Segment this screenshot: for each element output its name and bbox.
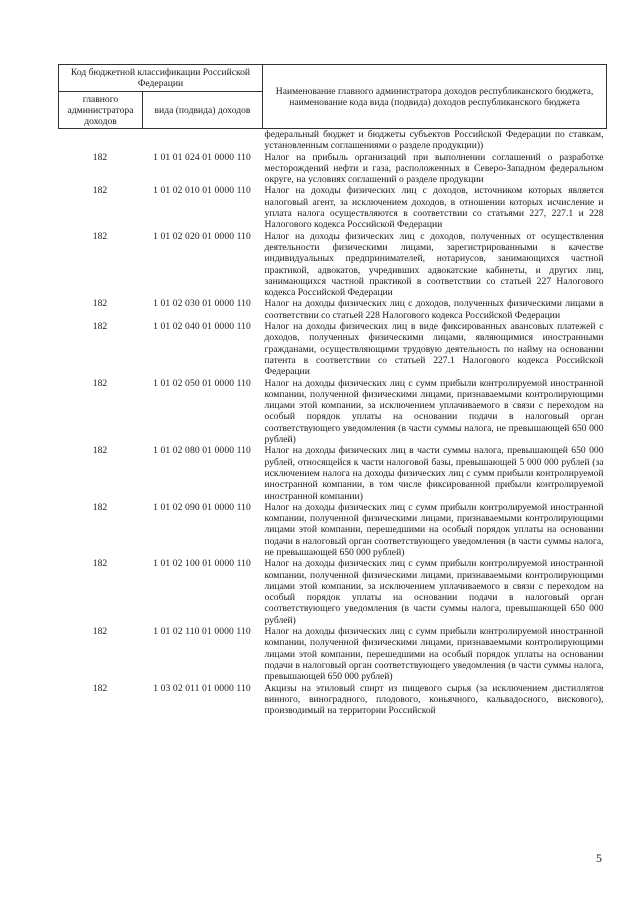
admin-code-cell: 182 bbox=[92, 682, 108, 694]
table-body bbox=[59, 129, 607, 717]
revenue-name-cell: Налог на прибыль организаций при выполнении соглашений о разработке месторождений нефти и газа, расположенных в Северо-Западном федеральном округе, на условиях соглашений о разделе продукции bbox=[264, 151, 604, 186]
table-row bbox=[59, 558, 607, 626]
revenue-code-cell: 1 03 02 011 01 0000 110 bbox=[153, 682, 251, 694]
continuation-row bbox=[59, 129, 607, 152]
admin-column-header: главного администратора доходов bbox=[59, 92, 143, 129]
table-header bbox=[59, 65, 607, 129]
revenue-name-cell: Налог на доходы физических лиц в виде фиксированных авансовых платежей с доходов, полученных физическими лицами, являющимися иностранными гражданами, осуществляющими трудовую деятельность по найму на основании патента в соответствии со статьей 227.1 Налогового кодекса Российской Федерации bbox=[264, 321, 604, 378]
revenue-name-cell: Налог на доходы физических лиц с сумм прибыли контролируемой иностранной компании, полученной физическими лицами, признаваемыми контролирующими лицами этой компании, за исключением уплачиваемого в связи с переходом на особый порядок уплаты на основании подачи в налоговый орган соответствующего уведомления (в части суммы налога, не превышающей 650 000 рублей) bbox=[264, 377, 604, 446]
table-row bbox=[59, 626, 607, 682]
kbk-group-header: Код бюджетной классификации Российской Федерации bbox=[59, 65, 263, 92]
admin-code-cell: 182 bbox=[92, 151, 108, 163]
page-number: 5 bbox=[596, 851, 602, 865]
continuation-text: федеральный бюджет и бюджеты субъектов Российской Федерации по ставкам, установленным соглашениями о разделе продукции)) bbox=[264, 129, 604, 152]
table-row bbox=[59, 298, 607, 321]
table-row bbox=[59, 321, 607, 377]
revenue-code-cell: 1 01 02 080 01 0000 110 bbox=[153, 445, 251, 457]
revenue-name-cell: Налог на доходы физических лиц с сумм прибыли контролируемой иностранной компании, полученной физическими лицами, признаваемыми контролирующими лицами этой компании, перешедшими на особый порядок уплаты на основании подачи в налоговый орган соответствующего уведомления (в части суммы налога, не превышающей 650 000 рублей) bbox=[264, 501, 604, 558]
table-row bbox=[59, 683, 607, 717]
revenue-name-cell: Налог на доходы физических лиц с доходов, источником которых является налоговый агент, за исключением доходов, в отношении которых исчисление и уплата налога осуществляются в соответствии со статьями 227, 227.1 и 228 Налогового кодекса Российской Федерации bbox=[264, 185, 604, 231]
revenue-name-cell: Акцизы на этиловый спирт из пищевого сырья (за исключением дистиллятов винного, виноградного, плодового, коньячного, кальвадосного, вискового), производимый на территории Российской bbox=[264, 682, 604, 717]
revenue-name-cell: Налог на доходы физических лиц в части суммы налога, превышающей 650 000 рублей, относящейся к части налоговой базы, превышающей 5 000 000 рублей (за исключением налога на доходы физических лиц с сумм прибыли контролируемой иностранной компании, в том числе фиксированной прибыли контролируемой иностранной компании) bbox=[264, 445, 604, 502]
admin-code-cell: 182 bbox=[92, 298, 108, 310]
admin-code-cell: 182 bbox=[92, 377, 108, 389]
revenue-code-cell: 1 01 02 040 01 0000 110 bbox=[153, 321, 251, 333]
revenue-codes-table bbox=[58, 64, 607, 716]
name-column-header: Наименование главного администратора доходов республиканского бюджета, наименование кода вида (подвида) доходов республиканского бюджета bbox=[263, 65, 607, 129]
admin-code-cell: 182 bbox=[92, 185, 108, 197]
revenue-code-cell: 1 01 02 090 01 0000 110 bbox=[153, 501, 251, 513]
table-row bbox=[59, 445, 607, 501]
table-row bbox=[59, 231, 607, 299]
admin-code-cell: 182 bbox=[92, 230, 108, 242]
table-row bbox=[59, 152, 607, 186]
revenue-name-cell: Налог на доходы физических лиц с доходов, полученных от осуществления деятельности физическими лицами, зарегистрированными в качестве индивидуальных предпринимателей, нотариусов, занимающихся частной практикой, адвокатов, учредивших адвокатские кабинеты, и других лиц, занимающихся частной практикой в соответствии со статьей 227 Налогового кодекса Российской Федерации bbox=[264, 230, 604, 299]
revenue-code-cell: 1 01 02 050 01 0000 110 bbox=[153, 377, 251, 389]
kind-column-header: вида (подвида) доходов bbox=[143, 92, 263, 129]
revenue-name-cell: Налог на доходы физических лиц с доходов, полученных физическими лицами в соответствии со статьей 228 Налогового кодекса Российской Федерации bbox=[264, 298, 604, 321]
admin-code-cell: 182 bbox=[92, 445, 108, 457]
table-row bbox=[59, 185, 607, 230]
revenue-code-cell: 1 01 02 100 01 0000 110 bbox=[153, 558, 251, 570]
admin-code-cell: 182 bbox=[92, 558, 108, 570]
table-row bbox=[59, 378, 607, 446]
admin-code-cell: 182 bbox=[92, 626, 108, 638]
table-row bbox=[59, 502, 607, 558]
revenue-code-cell: 1 01 02 010 01 0000 110 bbox=[153, 185, 251, 197]
revenue-code-cell: 1 01 02 030 01 0000 110 bbox=[153, 298, 251, 310]
admin-code-cell: 182 bbox=[92, 321, 108, 333]
revenue-code-cell: 1 01 02 020 01 0000 110 bbox=[153, 230, 251, 242]
revenue-code-cell: 1 01 01 024 01 0000 110 bbox=[153, 151, 251, 163]
revenue-code-cell: 1 01 02 110 01 0000 110 bbox=[153, 626, 251, 638]
admin-code-cell: 182 bbox=[92, 501, 108, 513]
revenue-name-cell: Налог на доходы физических лиц с сумм прибыли контролируемой иностранной компании, полученной физическими лицами, признаваемыми контролирующими лицами этой компании, за исключением уплачиваемого в связи с переходом на особый порядок уплаты на основании подачи в налоговый орган соответствующего уведомления (в части суммы налога, превышающей 650 000 рублей) bbox=[264, 558, 604, 626]
revenue-name-cell: Налог на доходы физических лиц с сумм прибыли контролируемой иностранной компании, полученной физическими лицами, признаваемыми контролирующими лицами этой компании, перешедшими на особый порядок уплаты на основании подачи в налоговый орган соответствующего уведомления (в части суммы налога, превышающей 650 000 рублей) bbox=[264, 626, 604, 683]
